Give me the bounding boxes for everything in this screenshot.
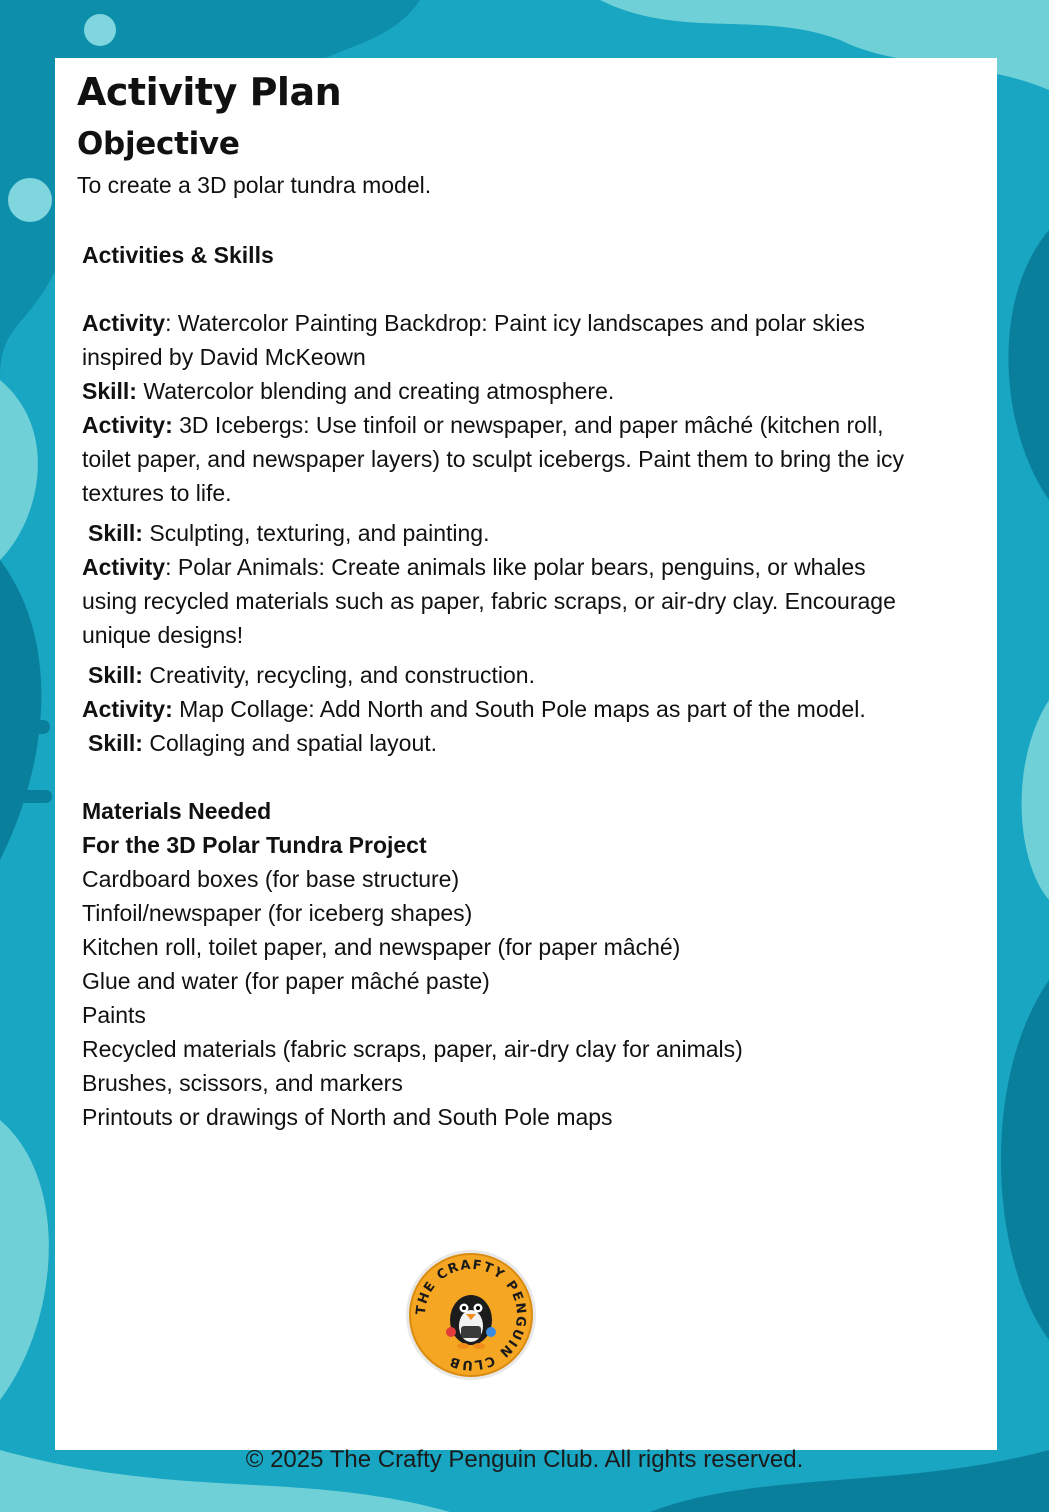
skill-label: Skill: [88,730,143,756]
spacer [82,760,912,794]
spacer [82,272,912,306]
page-title: Activity Plan [77,70,342,114]
copyright-footer: © 2025 The Crafty Penguin Club. All rights reserved. [245,1446,804,1473]
activity-label: Activity: [82,412,173,438]
activities-heading: Activities & Skills [82,242,274,268]
skill-text: Watercolor blending and creating atmosphere. [136,378,615,404]
skill-paragraph [82,374,912,408]
club-logo [404,1248,538,1382]
activity-label: Activity [82,310,166,336]
activity-text: : Watercolor Painting Backdrop: Paint icy landscapes and polar skies inspired by David McKeown [82,310,865,370]
skill-text: Creativity, recycling, and construction. [142,662,535,688]
objective-heading: Objective [77,126,240,162]
material-item: Cardboard boxes (for base structure) [82,866,460,892]
activity-paragraph [82,306,912,374]
activity-text: 3D Icebergs: Use tinfoil or newspaper, and paper mâché (kitchen roll, toilet paper, and newspaper layers) to sculpt icebergs. Paint them to bring the icy textures to life. [82,412,905,506]
activity-label: Activity: [82,696,173,722]
activity-paragraph [82,408,912,510]
skill-label: Skill: [82,378,137,404]
activity-text: Map Collage: Add North and South Pole maps as part of the model. [172,696,866,722]
material-item: Tinfoil/newspaper (for iceberg shapes) [82,900,473,926]
activity-paragraph [82,692,912,726]
objective-text: To create a 3D polar tundra model. [77,172,432,198]
material-item: Recycled materials (fabric scraps, paper, air-dry clay for animals) [82,1036,743,1062]
activity-text: : Polar Animals: Create animals like polar bears, penguins, or whales using recycled materials such as paper, fabric scraps, or air-dry clay. Encourage unique designs! [82,554,896,648]
material-item: Glue and water (for paper mâché paste) [82,968,490,994]
skill-paragraph [82,726,912,760]
material-item: Kitchen roll, toilet paper, and newspaper (for paper mâché) [82,934,681,960]
material-item: Paints [82,1002,146,1028]
skill-text: Sculpting, texturing, and painting. [142,520,490,546]
activity-paragraph [82,550,912,652]
skill-label: Skill: [88,520,143,546]
main-content [82,238,912,1134]
activity-label: Activity [82,554,166,580]
logo-ring-text: THE CRAFTY PENGUIN CLUB [413,1257,529,1373]
materials-heading: Materials Needed [82,798,272,824]
material-item: Printouts or drawings of North and South Pole maps [82,1104,613,1130]
skill-paragraph [82,516,912,550]
material-item: Brushes, scissors, and markers [82,1070,403,1096]
skill-label: Skill: [88,662,143,688]
skill-text: Collaging and spatial layout. [142,730,438,756]
skill-paragraph [82,658,912,692]
materials-subheading: For the 3D Polar Tundra Project [82,832,427,858]
